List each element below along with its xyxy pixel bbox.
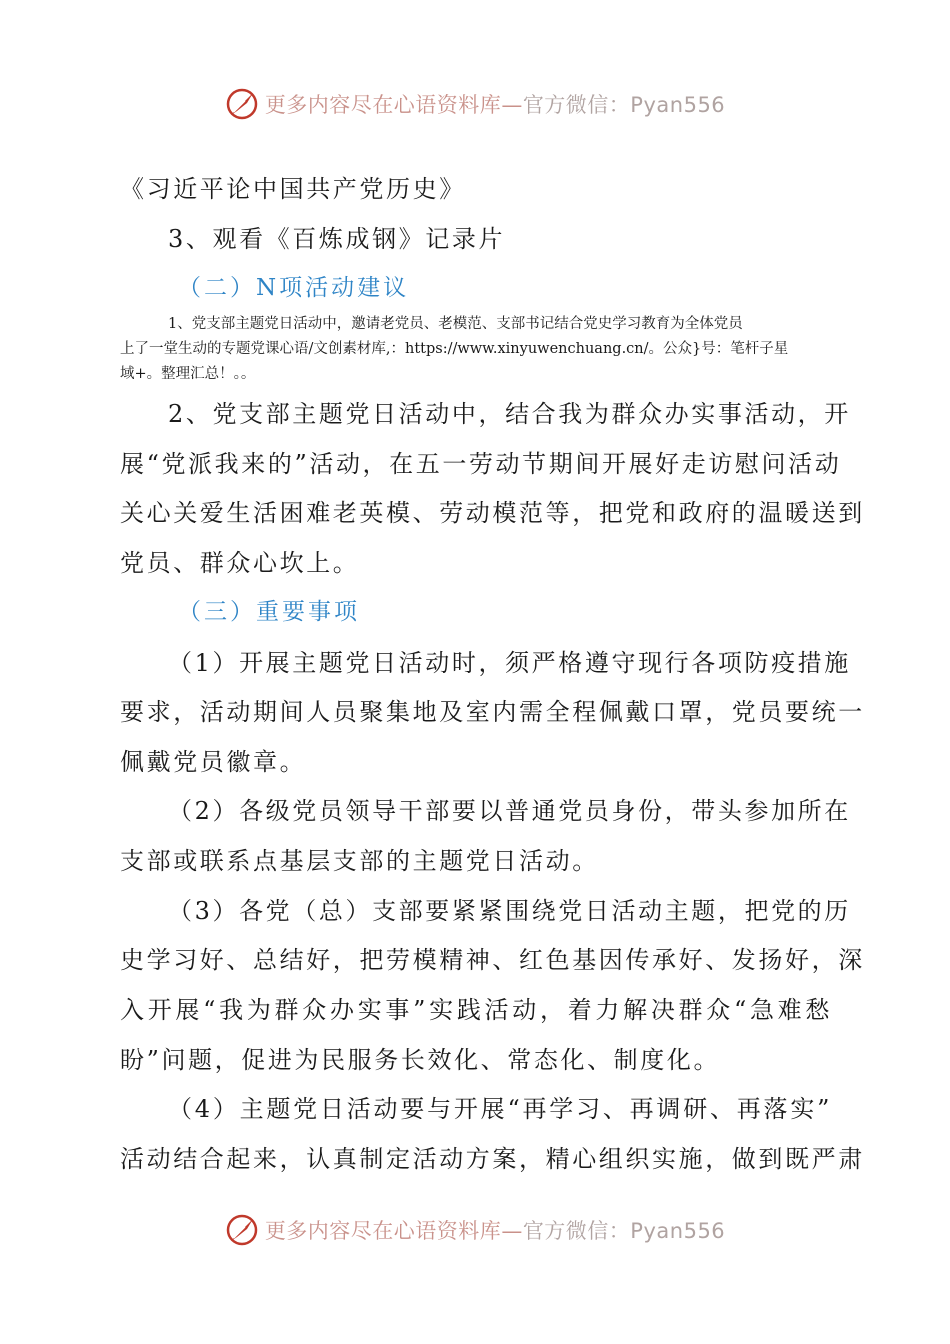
paragraph-2-line-1: 2、党支部主题党日活动中，结合我为群众办实事活动，开 [168,400,851,428]
item-3-line-3: 入开展“我为群众办实事”实践活动，着力解决群众“急难愁 [120,996,832,1024]
item-4-line-1: （4）主题党日活动要与开展“再学习、再调研、再落实” [168,1095,832,1123]
item-2-line-1: （2）各级党员领导干部要以普通党员身份，带头参加所在 [168,797,851,825]
book-title-line: 《习近平论中国共产党历史》 [120,175,466,203]
small-paragraph-line-3: 域+。整理汇总！。。 [120,366,256,382]
small-paragraph-line-1: 1、党支部主题党日活动中，邀请老党员、老模范、支部书记结合党史学习教育为全体党员 [168,316,743,332]
section-heading-2: （二）N项活动建议 [178,275,410,301]
item-1-line-2: 要求，活动期间人员聚集地及室内需全程佩戴口罩，党员要统一 [120,698,865,726]
small-paragraph-line-2: 上了一堂生动的专题党课心语/文创素材库,：https://www.xinyuwenchuang.cn/。公众}号：笔杆子星 [120,341,789,357]
watermark-banner-bottom [0,1210,950,1250]
item-3-line-2: 史学习好、总结好，把劳模精神、红色基因传承好、发扬好，深 [120,946,865,974]
section-heading-3: （三）重要事项 [178,599,360,625]
quill-logo-icon [225,1213,259,1247]
item-4-line-2: 活动结合起来，认真制定活动方案，精心组织实施，做到既严肃 [120,1145,865,1173]
watermark-banner-top [0,84,950,124]
item-1-line-3: 佩戴党员徽章。 [120,748,307,776]
quill-logo-icon [225,87,259,121]
watermark-text: 更多内容尽在心语资料库—官方微信：Pyan556 [264,1219,726,1243]
paragraph-2-line-4: 党员、群众心坎上。 [120,549,360,577]
paragraph-2-line-2: 展“党派我来的”活动，在五一劳动节期间开展好走访慰问活动 [120,450,842,478]
item-3-line: 3、观看《百炼成钢》记录片 [168,225,506,253]
paragraph-2-line-3: 关心关爱生活困难老英模、劳动模范等，把党和政府的温暖送到 [120,499,865,527]
item-3-line-1: （3）各党（总）支部要紧紧围绕党日活动主题，把党的历 [168,897,851,925]
item-1-line-1: （1）开展主题党日活动时，须严格遵守现行各项防疫措施 [168,649,851,677]
watermark-text: 更多内容尽在心语资料库—官方微信：Pyan556 [264,93,726,117]
item-3-line-4: 盼”问题，促进为民服务长效化、常态化、制度化。 [120,1046,721,1074]
item-2-line-2: 支部或联系点基层支部的主题党日活动。 [120,847,599,875]
